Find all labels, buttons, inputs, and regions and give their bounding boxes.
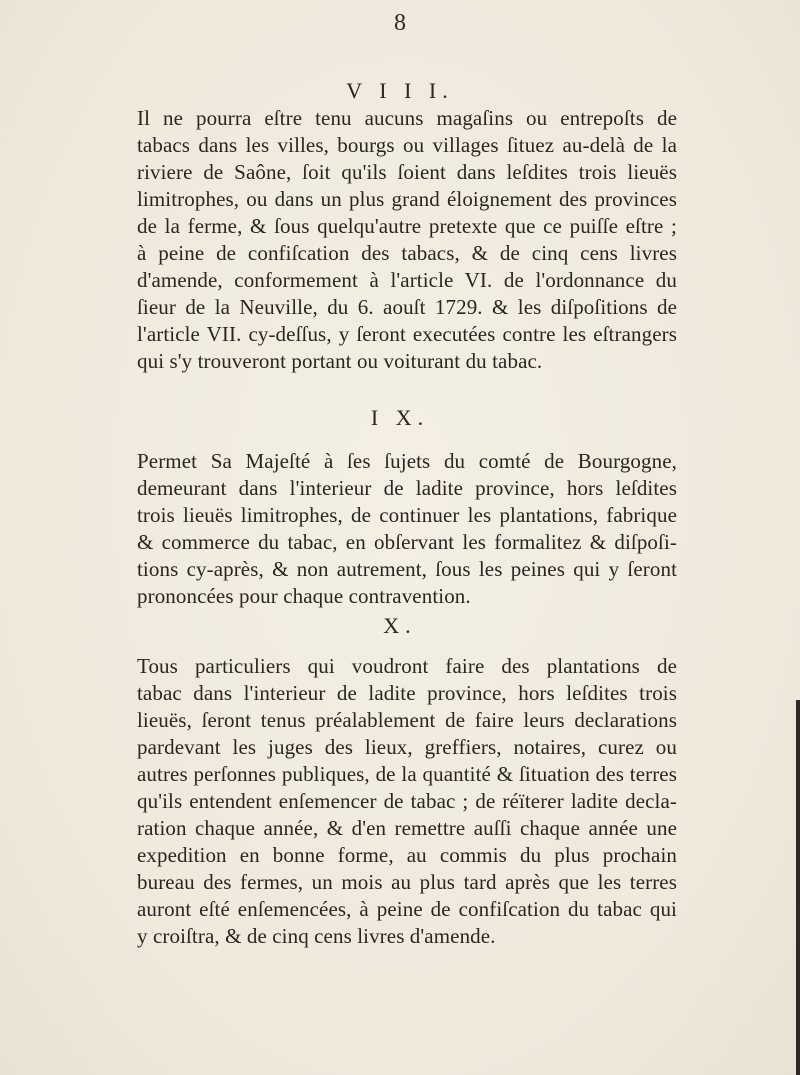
text-line: tabacs dans les villes, bourgs ou villages ſituez au-delà de la	[137, 133, 677, 157]
section-body-x	[137, 653, 677, 950]
text-line: expedition en bonne forme, au commis du plus prochain	[137, 843, 677, 867]
text-line: tabac dans l'interieur de ladite province, hors leſdites trois	[137, 681, 677, 705]
text-line: prononcées pour chaque contravention.	[137, 584, 471, 608]
text-line: à peine de confiſcation des tabacs, & de cinq cens livres	[137, 241, 677, 265]
text-line: limitrophes, ou dans un plus grand éloignement des provinces	[137, 187, 677, 211]
text-line: Permet Sa Majeſté à ſes ſujets du comté de Bourgogne,	[137, 449, 677, 473]
section-heading-viii: V I I I.	[346, 78, 454, 103]
text-line: l'article VII. cy-deſſus, y ſeront executées contre les eſtrangers	[137, 322, 677, 346]
text-line: tions cy-après, & non autrement, ſous les peines qui y ſeront	[137, 557, 677, 581]
text-line: riviere de Saône, ſoit qu'ils ſoient dans leſdites trois lieuës	[137, 160, 677, 184]
text-line: de la ferme, & ſous quelqu'autre pretexte que ce puiſſe eſtre ;	[137, 214, 677, 238]
text-line: auront eſté enſemencées, à peine de confiſcation du tabac qui	[137, 897, 677, 921]
text-line: ration chaque année, & d'en remettre auſſi chaque année une	[137, 816, 677, 840]
text-line: y croiſtra, & de cinq cens livres d'amende.	[137, 924, 496, 948]
text-line: pardevant les juges des lieux, greffiers, notaires, curez ou	[137, 735, 677, 759]
section-body-ix	[137, 448, 677, 610]
text-line: demeurant dans l'interieur de ladite province, hors leſdites	[137, 476, 677, 500]
section-heading-ix: I X.	[370, 405, 430, 430]
page-number: 8	[394, 10, 406, 36]
text-line: Tous particuliers qui voudront faire des plantations de	[137, 654, 677, 678]
text-line: autres perſonnes publiques, de la quantité & ſituation des terres	[137, 762, 677, 786]
text-line: d'amende, conformement à l'article VI. de l'ordonnance du	[137, 268, 677, 292]
text-line: Il ne pourra eſtre tenu aucuns magaſins ou entrepoſts de	[137, 106, 677, 130]
text-line: bureau des fermes, un mois au plus tard après que les terres	[137, 870, 677, 894]
text-line: lieuës, ſeront tenus préalablement de faire leurs declarations	[137, 708, 677, 732]
text-line: qu'ils entendent enſemencer de tabac ; de réïterer ladite decla-	[137, 789, 677, 813]
text-line: trois lieuës limitrophes, de continuer les plantations, fabrique	[137, 503, 677, 527]
text-line: qui s'y trouveront portant ou voiturant du tabac.	[137, 349, 543, 373]
page-edge-shadow	[796, 700, 800, 1075]
section-body-viii	[137, 105, 677, 375]
section-heading-x: X.	[383, 613, 417, 638]
text-line: & commerce du tabac, en obſervant les formalitez & diſpoſi-	[137, 530, 677, 554]
text-line: ſieur de la Neuville, du 6. aouſt 1729. & les diſpoſitions de	[137, 295, 677, 319]
